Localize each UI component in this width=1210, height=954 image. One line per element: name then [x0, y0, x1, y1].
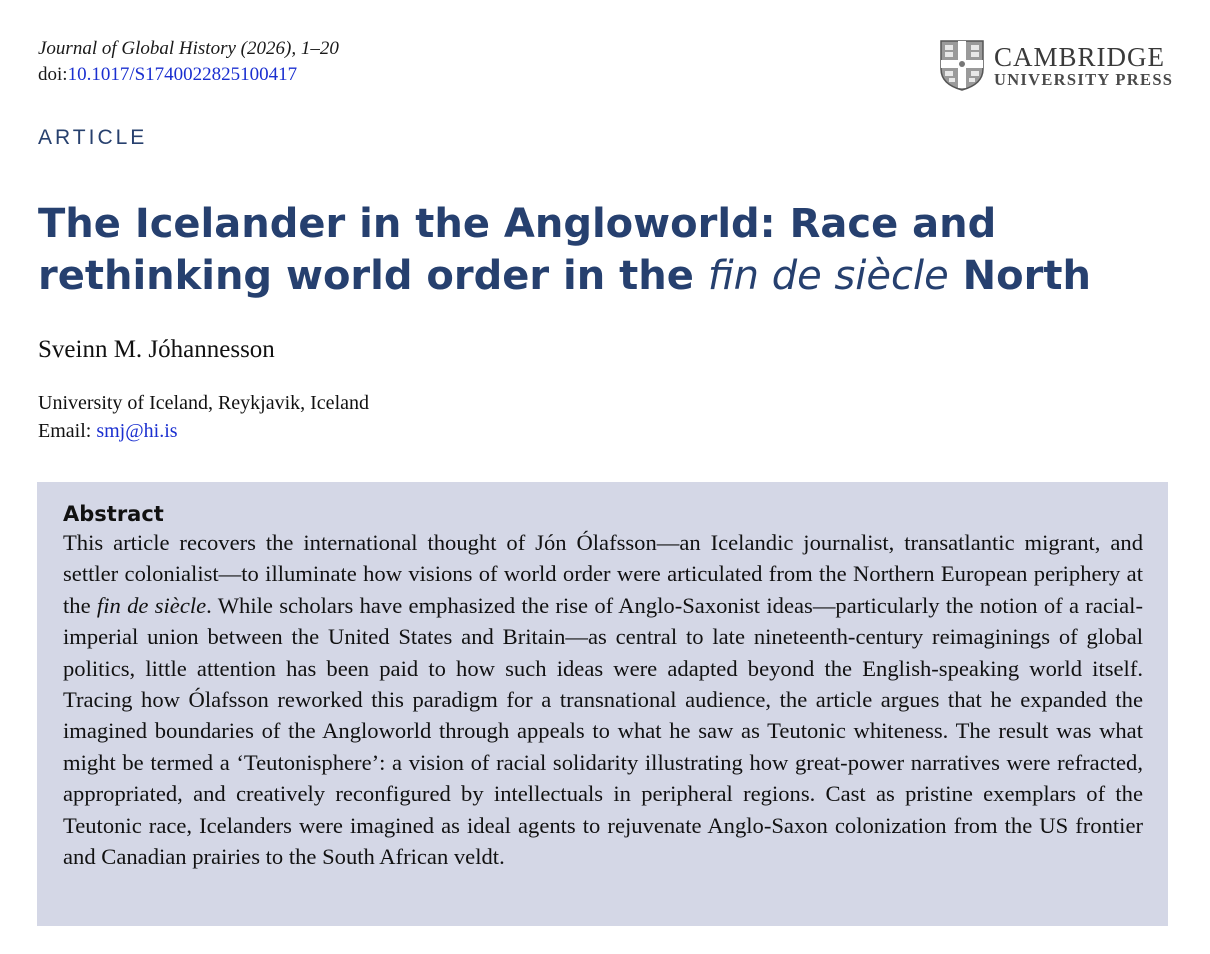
title-part2: North	[948, 253, 1091, 299]
abstract-heading: Abstract	[63, 502, 164, 526]
title-part1: The Icelander in the Angloworld: Race and rethinking world order in the	[38, 201, 997, 299]
article-title	[38, 198, 1158, 302]
abstract-text	[63, 527, 1143, 872]
author-name: Sveinn M. Jóhannesson	[38, 336, 275, 363]
doi-line	[38, 62, 339, 88]
title-italic: fin de siècle	[707, 253, 949, 299]
email-line	[38, 417, 369, 445]
email-label: Email:	[38, 420, 97, 442]
journal-header	[38, 36, 339, 88]
abstract-text-part1: This article recovers the international thought of Jón Ólafsson—an Icelandic journalist, transatlantic migrant, and settler colonialist—to illuminate how visions of world order were articulated from the Northern European periphery at the	[63, 530, 1143, 618]
affiliation: University of Iceland, Reykjavik, Iceland	[38, 392, 369, 414]
publisher-name: CAMBRIDGE	[994, 41, 1166, 72]
abstract-italic: fin de siècle	[96, 592, 207, 618]
publisher-wordmark	[994, 42, 1173, 89]
doi-prefix: doi:	[38, 64, 68, 85]
article-type-label: ARTICLE	[38, 126, 148, 149]
cambridge-shield-icon	[939, 39, 985, 91]
journal-citation: Journal of Global History (2026), 1–20	[38, 38, 339, 59]
publisher-sub: UNIVERSITY PRESS	[994, 69, 1174, 89]
author-affiliation-block	[38, 389, 369, 445]
doi-link[interactable]: 10.1017/S1740022825100417	[67, 64, 298, 85]
email-link[interactable]: smj@hi.is	[96, 420, 178, 442]
abstract-box	[37, 482, 1168, 926]
publisher-logo	[939, 39, 1173, 91]
abstract-text-part2: . While scholars have emphasized the rise of Anglo-Saxonist ideas—particularly the notion of a racial-imperial union between the United States and Britain—as central to late nineteenth-century reimaginings of global politics, little attention has been paid to how such ideas were adapted beyond the English-speaking world itself. Tracing how Ólafsson reworked this paradigm for a transnational audience, the article argues that he expanded the imagined boundaries of the Angloworld through appeals to what he saw as Teutonic whiteness. The result was what might be termed a ‘Teutonisphere’: a vision of racial solidarity illustrating how great-power narratives were refracted, appropriated, and creatively reconfigured by intellectuals in peripheral regions. Cast as pristine exemplars of the Teutonic race, Icelanders were imagined as ideal agents to rejuvenate Anglo-Saxon colonization from the US frontier and Canadian prairies to the South African veldt.	[63, 592, 1143, 870]
